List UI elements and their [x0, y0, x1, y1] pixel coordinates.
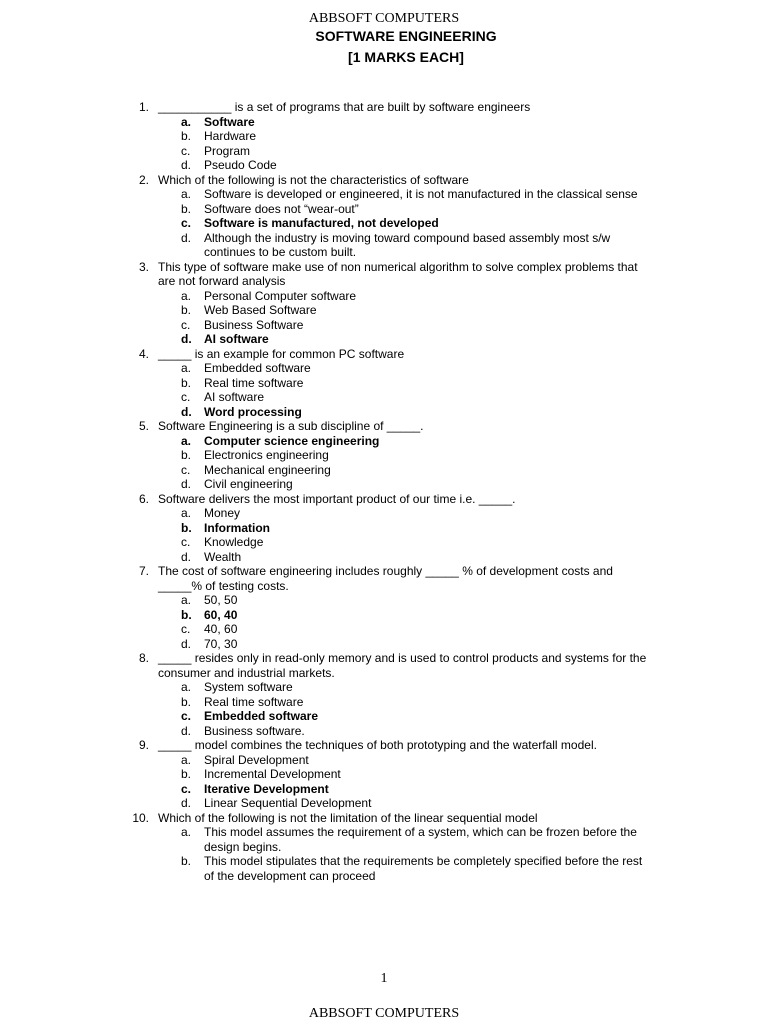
option-item [0, 550, 644, 565]
option-letter: d. [181, 230, 192, 245]
option-text: Incremental Development [204, 767, 341, 781]
footer-org: ABBSOFT COMPUTERS [308, 1006, 460, 1021]
question-item [0, 651, 650, 738]
question-item [0, 492, 650, 565]
option-text: Business Software [204, 317, 304, 332]
option-item [0, 289, 644, 304]
option-letter: c. [181, 709, 192, 723]
option-letter: b. [181, 448, 192, 462]
question-text: _____ model combines the techniques of both prototyping and the waterfall model. [158, 738, 597, 752]
page-number: 1 [380, 971, 388, 986]
option-letter: b. [181, 520, 192, 535]
option-text: Software does not “wear-out” [204, 201, 359, 216]
option-text: Information [204, 520, 270, 535]
answer-option [0, 332, 644, 347]
option-text: Web Based Software [204, 303, 317, 317]
question-item [0, 564, 650, 651]
option-text: AI software [204, 332, 269, 346]
option-text: Iterative Development [204, 781, 329, 796]
question-number: 6. [138, 491, 149, 506]
question-text: Which of the following is not the limitation of the linear sequential model [158, 810, 538, 825]
option-letter: b. [181, 375, 192, 390]
question-number: 1. [138, 100, 149, 114]
question-number: 10. [132, 810, 149, 825]
option-text: Money [204, 506, 241, 520]
question-number: 2. [138, 172, 149, 187]
option-letter: c. [181, 622, 191, 636]
question-item [0, 811, 650, 884]
option-text: Software [204, 114, 255, 129]
option-item [0, 158, 644, 173]
option-text: Spiral Development [204, 752, 309, 767]
option-letter: d. [181, 332, 192, 346]
question-text: Software delivers the most important product of our time i.e. _____. [158, 491, 516, 506]
answer-option [0, 216, 644, 231]
option-list [158, 680, 650, 738]
option-list [158, 753, 650, 811]
option-text: Real time software [204, 375, 304, 390]
option-letter: d. [181, 404, 192, 419]
option-letter: c. [181, 143, 191, 158]
option-item [0, 129, 644, 144]
page-subtitle: [1 MARKS EACH] [348, 49, 464, 65]
option-letter: b. [181, 694, 192, 709]
option-item [0, 144, 644, 159]
option-item [0, 854, 644, 883]
question-list [0, 100, 768, 883]
option-item [0, 767, 644, 782]
option-text: Software is manufactured, not developed [204, 216, 439, 230]
option-letter: a. [181, 361, 192, 375]
option-item [0, 695, 644, 710]
option-letter: d. [181, 723, 192, 738]
question-text: The cost of software engineering includes roughly _____ % of development costs and _____% of testing costs. [158, 564, 613, 593]
option-item [0, 477, 644, 492]
option-text: Civil engineering [204, 477, 293, 491]
option-item [0, 637, 644, 652]
option-item [0, 796, 644, 811]
question-text: This type of software make use of non numerical algorithm to solve complex problems that are not forward analysis [158, 259, 638, 288]
option-item [0, 680, 644, 695]
option-list [158, 187, 650, 260]
answer-option [0, 782, 644, 797]
option-list [158, 361, 650, 419]
page-title: SOFTWARE ENGINEERING [315, 28, 497, 44]
option-text: Word processing [204, 404, 302, 419]
option-text: Although the industry is moving toward compound based assembly most s/w continues to be custom built. [204, 230, 611, 259]
option-letter: d. [181, 796, 192, 810]
option-text: AI software [204, 390, 265, 404]
option-list [158, 289, 650, 347]
option-letter: b. [181, 607, 192, 622]
question-item [0, 260, 650, 347]
option-letter: b. [181, 303, 192, 317]
option-text: Personal Computer software [204, 288, 357, 303]
option-item [0, 361, 644, 376]
option-letter: c. [181, 216, 192, 230]
option-text: Business software. [204, 723, 305, 738]
option-item [0, 825, 644, 854]
option-text: Embedded software [204, 361, 311, 375]
answer-option [0, 521, 644, 536]
option-item [0, 535, 644, 550]
option-item [0, 231, 644, 260]
option-item [0, 506, 644, 521]
option-item [0, 622, 644, 637]
option-letter: b. [181, 767, 192, 781]
option-letter: a. [181, 187, 192, 201]
option-list [158, 825, 650, 883]
option-letter: a. [181, 593, 192, 607]
option-letter: a. [181, 680, 192, 694]
option-item [0, 593, 644, 608]
answer-option [0, 608, 644, 623]
option-text: System software [204, 680, 293, 694]
question-item [0, 347, 650, 420]
option-text: Wealth [204, 549, 242, 564]
option-item [0, 724, 644, 739]
option-letter: a. [181, 506, 192, 520]
question-text: Software Engineering is a sub discipline of _____. [158, 419, 424, 433]
option-letter: c. [181, 462, 191, 477]
question-text: Which of the following is not the characteristics of software [158, 172, 469, 187]
option-text: Embedded software [204, 709, 319, 723]
option-text: Electronics engineering [204, 448, 329, 462]
answer-option [0, 405, 644, 420]
question-number: 8. [138, 651, 149, 665]
option-letter: c. [181, 317, 191, 332]
option-text: This model stipulates that the requirements be completely specified before the rest of the development can proceed [204, 854, 643, 883]
option-letter: b. [181, 854, 192, 868]
question-text: ___________ is a set of programs that are built by software engineers [158, 100, 531, 114]
question-item [0, 419, 650, 492]
question-number: 7. [138, 564, 149, 578]
option-letter: a. [181, 825, 192, 839]
option-item [0, 463, 644, 478]
option-letter: d. [181, 477, 192, 491]
option-text: 60, 40 [204, 607, 238, 622]
option-letter: a. [181, 288, 192, 303]
question-number: 9. [138, 738, 149, 752]
option-text: Hardware [204, 129, 257, 143]
question-item [0, 738, 650, 811]
option-item [0, 318, 644, 333]
option-letter: b. [181, 129, 192, 143]
question-number: 5. [138, 419, 149, 433]
option-list [158, 115, 650, 173]
option-text: Pseudo Code [204, 158, 277, 172]
question-text: _____ is an example for common PC software [158, 346, 405, 361]
option-text: Software is developed or engineered, it is not manufactured in the classical sense [204, 187, 638, 201]
question-item [0, 100, 650, 173]
option-letter: c. [181, 781, 192, 796]
option-item [0, 753, 644, 768]
option-letter: c. [181, 535, 191, 549]
answer-option [0, 709, 644, 724]
option-letter: a. [181, 114, 192, 129]
option-letter: c. [181, 390, 191, 404]
option-text: This model assumes the requirement of a system, which can be frozen before the design begins. [204, 825, 637, 854]
option-item [0, 202, 644, 217]
option-text: Mechanical engineering [204, 462, 331, 477]
question-text: _____ resides only in read-only memory and is used to control products and systems for the consumer and industrial markets. [158, 651, 647, 680]
option-list [158, 506, 650, 564]
option-letter: d. [181, 636, 192, 651]
question-item [0, 173, 650, 260]
option-item [0, 303, 644, 318]
option-text: Real time software [204, 694, 304, 709]
option-text: 50, 50 [204, 593, 238, 607]
option-text: Linear Sequential Development [204, 796, 372, 810]
option-text: 70, 30 [204, 636, 238, 651]
option-text: Program [204, 143, 251, 158]
option-text: 40, 60 [204, 622, 238, 636]
option-letter: d. [181, 158, 192, 172]
answer-option [0, 434, 644, 449]
question-number: 3. [138, 259, 149, 274]
option-letter: a. [181, 752, 192, 767]
option-list [158, 593, 650, 651]
option-text: Knowledge [204, 535, 264, 549]
option-text: Computer science engineering [204, 433, 380, 448]
option-item [0, 376, 644, 391]
option-letter: a. [181, 433, 192, 448]
option-letter: d. [181, 549, 192, 564]
option-list [158, 434, 650, 492]
option-item [0, 448, 644, 463]
header-org: ABBSOFT COMPUTERS [308, 11, 460, 26]
option-item [0, 187, 644, 202]
question-number: 4. [138, 346, 149, 361]
option-letter: b. [181, 201, 192, 216]
answer-option [0, 115, 644, 130]
option-item [0, 390, 644, 405]
